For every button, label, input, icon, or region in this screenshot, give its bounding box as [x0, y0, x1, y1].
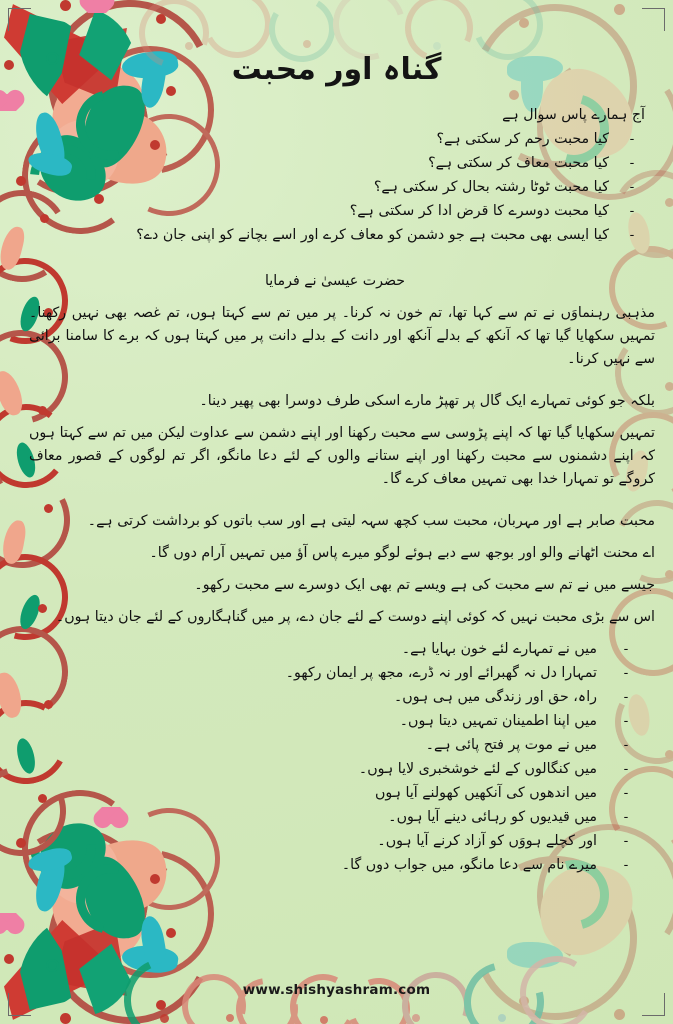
- question-text: کیا محبت معاف کر سکتی ہے؟: [428, 155, 609, 171]
- question-text: کیا محبت ٹوٹا رشتہ بحال کر سکتی ہے؟: [373, 179, 609, 195]
- promise-text: میں اپنا اطمینان تمہیں دیتا ہوں۔: [399, 713, 597, 729]
- footer-website-url[interactable]: www.shishyashram.com: [242, 982, 431, 998]
- sermon-paragraph: تمہیں سکھایا گیا تھا کہ اپنے پڑوسی سے محبت رکھنا اور اپنے دشمن سے عداوت لیکن میں تم سے کہتا ہوں کہ اپنے دشمنوں سے محبت رکھنا اور اپنے ستانے والوں کے لئے دعا مانگو، اگر تم لوگوں کے قصور معاف کروگے تو تمہارا خدا بھی تمہیں معاف کرے گا۔: [29, 425, 655, 487]
- spacer: [15, 535, 655, 542]
- sermon-paragraph: جیسے میں نے تم سے محبت کی ہے ویسے تم بھی ایک دوسرے سے محبت رکھو۔: [194, 577, 655, 593]
- bullet-glyph: -: [623, 714, 629, 729]
- bullet-glyph: -: [623, 858, 629, 873]
- sermon-paragraph: محبت صابر ہے اور مہربان، محبت سب کچھ سہہ لیتی ہے اور سب باتوں کو برداشت کرتی ہے۔: [87, 513, 655, 529]
- list-item: [15, 710, 655, 733]
- spacer: [15, 373, 655, 390]
- spacer: [15, 599, 655, 606]
- list-item: [15, 734, 655, 757]
- list-item: [15, 128, 655, 151]
- list-item: [15, 782, 655, 805]
- bullet-glyph: -: [623, 834, 629, 849]
- promise-text: میں کنگالوں کے لئے خوشخبری لایا ہوں۔: [358, 761, 597, 777]
- bullet-glyph: -: [623, 666, 629, 681]
- list-item: [15, 152, 655, 175]
- list-item: [15, 638, 655, 661]
- promise-text: میں قیدیوں کو رہائی دینے آیا ہوں۔: [388, 809, 597, 825]
- promise-text: تمہارا دل نہ گھبرائے اور نہ ڈرے، مجھ پر ایمان رکھو۔: [285, 665, 597, 681]
- bullet-glyph: -: [623, 786, 629, 801]
- promise-text: راہ، حق اور زندگی میں ہی ہوں۔: [393, 689, 597, 705]
- bullet-glyph: -: [623, 642, 629, 657]
- bullet-glyph: -: [629, 132, 635, 147]
- promise-text: میرے نام سے دعا مانگو، میں جواب دوں گا۔: [341, 857, 597, 873]
- list-item: [15, 830, 655, 853]
- list-item: [15, 176, 655, 199]
- sermon-paragraph: اے محنت اٹھانے والو اور بوجھ سے دبے ہوئے لوگو میرے پاس آؤ میں تمہیں آرام دوں گا۔: [149, 545, 655, 561]
- promise-text: اور کچلے ہووَں کو آزاد کرنے آیا ہوں۔: [377, 833, 597, 849]
- list-item: [15, 806, 655, 829]
- body-column: [15, 104, 655, 878]
- sermon-heading: حضرت عیسیٰ نے فرمایا: [264, 273, 406, 289]
- page-title: گناہ اور محبت: [231, 52, 442, 87]
- list-item: [15, 224, 655, 247]
- spacer: [15, 248, 655, 270]
- list-item: [15, 686, 655, 709]
- bullet-glyph: -: [629, 156, 635, 171]
- spacer: [15, 415, 655, 422]
- bullet-glyph: -: [623, 810, 629, 825]
- sermon-paragraph: بلکہ جو کوئی تمہارے ایک گال پر تھپڑ مارے اسکی طرف دوسرا بھی پھیر دینا۔: [199, 393, 655, 409]
- list-item: [15, 854, 655, 877]
- list-item: [15, 758, 655, 781]
- question-text: کیا محبت رحم کر سکتی ہے؟: [436, 131, 609, 147]
- spacer: [15, 493, 655, 510]
- list-item: [15, 662, 655, 685]
- question-text: کیا محبت دوسرے کا قرض ادا کر سکتی ہے؟: [349, 203, 609, 219]
- bullet-glyph: -: [629, 204, 635, 219]
- opening-lead: آج ہمارے پاس سوال ہے: [502, 107, 645, 123]
- bullet-glyph: -: [623, 738, 629, 753]
- spacer: [15, 631, 655, 638]
- sermon-paragraph: اس سے بڑی محبت نہیں کہ کوئی اپنے دوست کے لئے جان دے، پر میں گناہگاروں کے لئے جان دیتا ہوں۔: [55, 609, 655, 625]
- promise-list: [15, 638, 655, 877]
- list-item: [15, 200, 655, 223]
- bullet-glyph: -: [623, 690, 629, 705]
- bullet-glyph: -: [623, 762, 629, 777]
- promise-text: میں اندھوں کی آنکھیں کھولنے آیا ہوں: [374, 785, 597, 801]
- spacer: [15, 295, 655, 302]
- opening-question-list: [15, 128, 655, 247]
- spacer: [15, 567, 655, 574]
- promise-text: میں نے تمہارے لئے خون بہایا ہے۔: [401, 641, 597, 657]
- question-text: کیا ایسی بھی محبت ہے جو دشمن کو معاف کرے اور اسے بچانے کو اپنی جان دے؟: [136, 227, 609, 243]
- promise-text: میں نے موت پر فتح پائی ہے۔: [425, 737, 597, 753]
- sermon-paragraph: مذہبی رہنماوَں نے تم سے کہا تھا، تم خون نہ کرنا۔ پر میں تم سے کہتا ہوں، تم غصہ بھی نہیں رکھنا۔ تمہیں سکھایا گیا تھا کہ آنکھ کے بدلے آنکھ اور دانت کے بدلے دانت پر میں کہتا ہوں کہ برے کا سامنا برائی سے نہیں کرنا۔: [29, 305, 655, 367]
- bullet-glyph: -: [629, 180, 635, 195]
- bullet-glyph: -: [629, 228, 635, 243]
